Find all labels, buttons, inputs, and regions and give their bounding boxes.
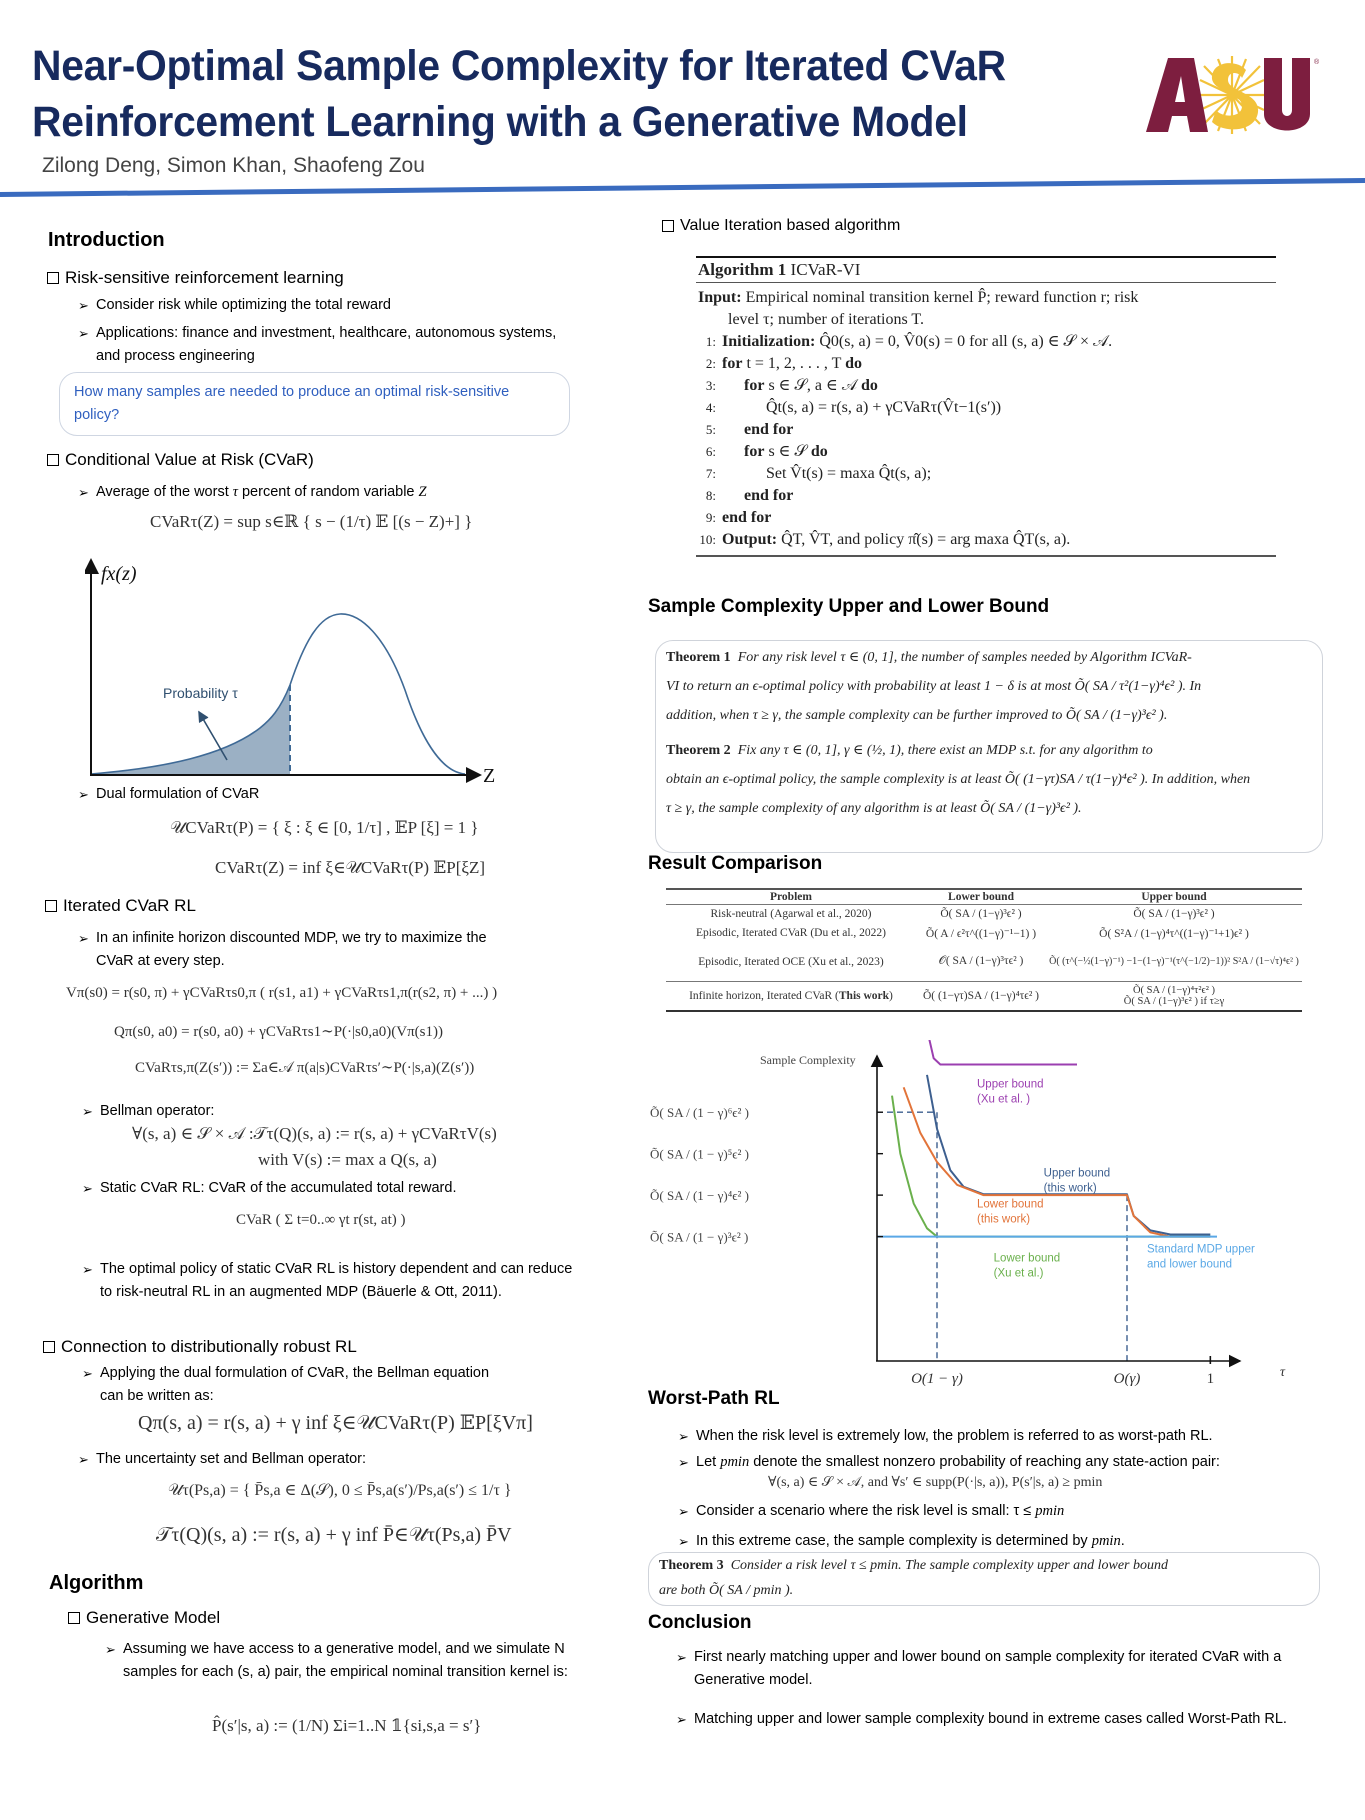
logo-letter-s	[1212, 63, 1258, 129]
legend-label: Upper bound	[1043, 1167, 1111, 1180]
arrow-bullet-icon: ➢	[678, 1455, 689, 1470]
checkbox-icon	[45, 900, 57, 912]
arrow-bullet-icon: ➢	[78, 787, 89, 802]
arrow-bullet-icon: ➢	[82, 1366, 93, 1381]
series-line-0	[927, 1040, 1077, 1065]
bullet: ➢ The uncertainty set and Bellman operator:	[78, 1448, 558, 1471]
algorithm-line: 6: for s ∈ 𝒮 do	[705, 443, 828, 460]
series-line-1	[927, 1075, 1210, 1235]
x-axis-title: τ	[1280, 1365, 1286, 1380]
bullet: ➢ Dual formulation of CVaR	[78, 783, 578, 806]
comparison-heading: Result Comparison	[648, 853, 823, 874]
dr-bellman-equation: Qπ(s, a) = r(s, a) + γ inf ξ∈𝒰CVaRτ(P) 𝔼P[ξVπ]	[138, 1412, 533, 1434]
asu-logo	[1142, 52, 1322, 138]
bullet: ➢ The optimal policy of static CVaR RL is history dependent and can reduce to risk-neutral RL in an augmented MDP (Bäuerle & Ott, 2011).	[82, 1258, 582, 1304]
column-header: Lower bound	[916, 889, 1046, 905]
algorithm-line: 5: end for	[705, 421, 794, 438]
comparison-table	[666, 888, 1302, 1012]
column-header: Problem	[666, 889, 916, 905]
bullet: ➢ Consider a scenario where the risk level is small: τ ≤ pmin	[678, 1500, 1318, 1523]
algorithm-line: 7: Set V̂t(s) = maxa Q̂t(s, a);	[705, 465, 932, 482]
title-line-2: Reinforcement Learning with a Generative Model	[32, 98, 968, 146]
algorithm-line: 8: end for	[705, 487, 794, 504]
dr-rl-heading: Connection to distributionally robust RL	[43, 1337, 357, 1357]
y-tick-label: Õ( SA / (1 − γ)³ϵ² )	[650, 1229, 749, 1245]
arrow-bullet-icon: ➢	[82, 1262, 93, 1277]
legend-label: and lower bound	[1147, 1258, 1233, 1271]
x-tick-label: O(γ)	[1113, 1371, 1141, 1387]
header-divider	[0, 178, 1365, 198]
theorem-box: Theorem 1 For any risk level τ ∈ (0, 1], the number of samples needed by Algorithm ICVaR- VI to return an ϵ-optimal policy with probability at least 1 − δ is at most Õ( SA / τ²(1−γ)⁴ϵ² ). In addition, when τ ≥ γ, the sample complexity can be further improved to Õ( SA / (1−γ)³ϵ² ). Theorem 2 Fix any τ ∈ (0, 1], γ ∈ (½, 1), there exist an MDP s.t. for any algorithm to obtain an ϵ-optimal policy, the sample complexity is at least Õ( (1−γτ)SA / τ(1−γ)⁴ϵ² ). In addition, when τ ≥ γ, the sample complexity of any algorithm is at least Õ( SA / (1−γ)³ϵ² ).	[655, 640, 1323, 853]
research-question: How many samples are needed to produce an optimal risk-sensitive policy?	[59, 372, 570, 436]
generative-model-heading: Generative Model	[68, 1608, 220, 1628]
introduction-heading: Introduction	[48, 229, 165, 251]
pmin-symbol: pmin	[720, 1454, 750, 1470]
probability-label: Probability τ	[163, 685, 238, 701]
legend-label: Standard MDP upper	[1147, 1243, 1255, 1256]
legend-label: Lower bound	[993, 1252, 1061, 1265]
bullet: ➢ Applying the dual formulation of CVaR, the Bellman equation can be written as:	[82, 1362, 502, 1408]
bullet: ➢ Static CVaR RL: CVaR of the accumulated total reward.	[82, 1177, 562, 1200]
y-tick-label: Õ( SA / (1 − γ)⁵ϵ² )	[650, 1146, 749, 1162]
uncertainty-set-equation: 𝒰τ(Ps,a) = { P̄s,a ∈ Δ(𝒮), 0 ≤ P̄s,a(s′)/Ps,a(s′) ≤ 1/τ }	[168, 1482, 512, 1499]
algorithm-line: 4: Q̂t(s, a) = r(s, a) + γCVaRτ(V̂t−1(s′))	[705, 399, 1002, 416]
worst-path-heading: Worst-Path RL	[648, 1388, 780, 1409]
algorithm-input: Input: Empirical nominal transition kernel P̂; reward function r; risk level τ; number of iterations T.	[698, 289, 1139, 328]
checkbox-icon	[47, 272, 59, 284]
bullet: ➢ First nearly matching upper and lower bound on sample complexity for iterated CVaR with a Generative model.	[676, 1646, 1316, 1692]
table-row: Infinite horizon, Iterated CVaR (This work) Õ( (1−γτ)SA / (1−γ)⁴τϵ² ) Õ( SA / (1−γ)⁴τ²ϵ² ) Õ( SA / (1−γ)³ϵ² ) if τ≥γ	[666, 981, 1302, 1011]
algorithm-heading: Algorithm	[49, 1572, 144, 1594]
arrow-bullet-icon: ➢	[678, 1534, 689, 1549]
arrow-bullet-icon: ➢	[82, 1104, 93, 1119]
bullet: ➢ In this extreme case, the sample complexity is determined by pmin.	[678, 1530, 1318, 1553]
checkbox-icon	[47, 454, 59, 466]
iterated-cvar-heading: Iterated CVaR RL	[45, 896, 196, 916]
bullet: ➢ Average of the worst τ percent of random variable Z	[78, 481, 578, 504]
pmin-equation: ∀(s, a) ∈ 𝒮 × 𝒜, and ∀s′ ∈ supp(P(·|s, a)), P(s′|s, a) ≥ pmin	[768, 1475, 1103, 1490]
y-axis-title: Sample Complexity	[760, 1053, 856, 1067]
bullet: ➢ In an infinite horizon discounted MDP, we try to maximize the CVaR at every step.	[78, 927, 518, 973]
legend-label: (this work)	[1043, 1182, 1097, 1195]
empirical-kernel-equation: P̂(s′|s, a) := (1/N) Σi=1..N 𝟙{si,s,a = s′}	[212, 1716, 482, 1735]
dual-cvar-equation: CVaRτ(Z) = inf ξ∈𝒰CVaRτ(P) 𝔼P[ξZ]	[215, 858, 486, 877]
cvar-heading: Conditional Value at Risk (CVaR)	[47, 450, 314, 470]
bellman-max-equation: with V(s) := max a Q(s, a)	[258, 1150, 437, 1169]
x-tick-label: O(1 − γ)	[911, 1371, 963, 1387]
theorem-3-box: Theorem 3 Consider a risk level τ ≤ pmin. The sample complexity upper and lower bound are both Õ( SA / pmin ).	[648, 1552, 1320, 1606]
svg-text:®: ®	[1314, 59, 1320, 66]
table-row: Episodic, Iterated CVaR (Du et al., 2022) Õ( A / ϵ²τ^((1−γ)⁻¹−1) ) Õ( S²A / (1−γ)⁴τ^((1−γ)⁻¹+1)ϵ² )	[695, 927, 1249, 940]
bullet: ➢ Let pmin denote the smallest nonzero probability of reaching any state-action pair:	[678, 1451, 1318, 1474]
legend-label: (Xu et al. )	[977, 1093, 1031, 1106]
series-line-2	[904, 1087, 1211, 1236]
theorem-1: Theorem 1 For any risk level τ ∈ (0, 1], the number of samples needed by Algorithm ICVaR-	[666, 650, 1192, 665]
arrow-bullet-icon: ➢	[105, 1642, 116, 1657]
title-line-1: Near-Optimal Sample Complexity for Iterated CVaR	[32, 42, 1006, 90]
theorem-2: Theorem 2 Fix any τ ∈ (0, 1], γ ∈ (½, 1), there exist an MDP s.t. for any algorithm to	[666, 743, 1153, 758]
arrow-bullet-icon: ➢	[676, 1712, 687, 1727]
algorithm-line: 3: for s ∈ 𝒮, a ∈ 𝒜 do	[705, 377, 878, 394]
arrow-bullet-icon: ➢	[78, 931, 89, 946]
table-row: Episodic, Iterated OCE (Xu et al., 2023) 𝒪( SA / (1−γ)³τϵ² ) Õ( (τ^(−½(1−γ)⁻¹) −1−(1−γ)⁻¹(τ^(−1/2)−1))² S²A / (1−√τ)⁴ϵ² )	[698, 955, 1299, 968]
x-tick-label: 1	[1206, 1371, 1215, 1387]
arrow-bullet-icon: ➢	[678, 1429, 689, 1444]
bullet: ➢ Bellman operator:	[82, 1100, 562, 1123]
risk-sensitive-title: Risk-sensitive reinforcement learning	[65, 268, 344, 287]
algorithm-line: 1: Initialization: Q̂0(s, a) = 0, V̂0(s) = 0 for all (s, a) ∈ 𝒮 × 𝒜.	[705, 333, 1113, 350]
value-iteration-heading: Value Iteration based algorithm	[662, 217, 900, 235]
bellman-operator-equation: ∀(s, a) ∈ 𝒮 × 𝒜 :𝒯τ(Q)(s, a) := r(s, a) + γCVaRτV(s)	[132, 1124, 497, 1143]
cvar-equation: CVaRτ(Z) = sup s∈ℝ { s − (1/τ) 𝔼 [(s − Z)+] }	[150, 512, 473, 531]
table-row: Risk-neutral (Agarwal et al., 2020) Õ( SA / (1−γ)³ϵ² ) Õ( SA / (1−γ)³ϵ² )	[710, 908, 1215, 920]
checkbox-icon	[662, 220, 674, 232]
conclusion-heading: Conclusion	[648, 1612, 752, 1633]
table-header-row	[666, 889, 1302, 905]
cvar-density-figure	[85, 550, 505, 790]
cvar-policy-equation: CVaRτs,π(Z(s′)) := Σa∈𝒜 π(a|s)CVaRτs′∼P(·|s,a)(Z(s′))	[135, 1060, 475, 1076]
legend-label: (Xu et al.)	[993, 1267, 1044, 1280]
algorithm-line: 10: Output: Q̂T, V̂T, and policy π̂(s) = arg maxa Q̂T(s, a).	[699, 531, 1071, 548]
y-axis-label: fx(z)	[101, 563, 137, 585]
algorithm-line: 9: end for	[705, 509, 772, 526]
arrow-bullet-icon: ➢	[678, 1504, 689, 1519]
robust-bellman-equation: 𝒯τ(Q)(s, a) := r(s, a) + γ inf P̄∈𝒰τ(Ps,a) P̄V	[156, 1524, 512, 1546]
arrow-bullet-icon: ➢	[78, 1452, 89, 1467]
x-axis-label: Z	[483, 765, 496, 787]
bullet: ➢ Assuming we have access to a generative model, and we simulate N samples for each (s, a) pair, the empirical nominal transition kernel is:	[105, 1638, 575, 1684]
logo-letter-u	[1264, 58, 1310, 131]
algorithm-line: 2: for t = 1, 2, . . . , T do	[705, 355, 863, 372]
algorithm-box	[696, 256, 1276, 557]
authors: Zilong Deng, Simon Khan, Shaofeng Zou	[42, 154, 425, 177]
arrow-bullet-icon: ➢	[78, 326, 89, 341]
risk-sensitive-heading	[47, 268, 344, 288]
legend-label: Lower bound	[977, 1198, 1044, 1211]
dual-set-equation: 𝒰CVaRτ(P) = { ξ : ξ ∈ [0, 1/τ] , 𝔼P [ξ] = 1 }	[170, 818, 479, 837]
bullet: ➢ Matching upper and lower sample complexity bound in extreme cases called Worst-Path RL.	[676, 1708, 1316, 1731]
y-tick-label: Õ( SA / (1 − γ)⁴ϵ² )	[650, 1188, 749, 1204]
arrow-bullet-icon: ➢	[82, 1181, 93, 1196]
arrow-bullet-icon: ➢	[676, 1650, 687, 1665]
bullet: ➢ Consider risk while optimizing the total reward	[78, 294, 578, 317]
bounds-heading: Sample Complexity Upper and Lower Bound	[648, 596, 1050, 617]
logo-letter-a	[1146, 58, 1208, 132]
legend-label: Upper bound	[977, 1078, 1044, 1091]
poster-title	[32, 38, 1068, 150]
y-tick-label: Õ( SA / (1 − γ)⁶ϵ² )	[650, 1105, 749, 1121]
bullet: ➢ When the risk level is extremely low, the problem is referred to as worst-path RL.	[678, 1425, 1318, 1448]
algorithm-title: Algorithm 1 ICVaR-VI	[698, 260, 861, 279]
q-function-equation: Qπ(s0, a0) = r(s0, a0) + γCVaRτs1∼P(·|s0,a0)(Vπ(s1))	[114, 1024, 443, 1040]
value-function-equation: Vπ(s0) = r(s0, π) + γCVaRτs0,π ( r(s1, a1) + γCVaRτs1,π(r(s2, π) + ...) )	[66, 985, 498, 1001]
legend-label: (this work)	[977, 1213, 1031, 1226]
bullet: ➢ Applications: finance and investment, healthcare, autonomous systems, and process engineering	[78, 322, 578, 368]
static-cvar-equation: CVaR ( Σ t=0..∞ γt r(st, at) )	[236, 1212, 406, 1228]
theorem-3: Theorem 3 Consider a risk level τ ≤ pmin. The sample complexity upper and lower bound	[659, 1558, 1168, 1573]
arrow-bullet-icon: ➢	[78, 298, 89, 313]
sample-complexity-chart	[640, 1040, 1320, 1390]
algorithm-lines	[696, 331, 1276, 551]
arrow-bullet-icon: ➢	[78, 485, 89, 500]
checkbox-icon	[68, 1612, 80, 1624]
checkbox-icon	[43, 1341, 55, 1353]
column-header: Upper bound	[1046, 889, 1302, 905]
